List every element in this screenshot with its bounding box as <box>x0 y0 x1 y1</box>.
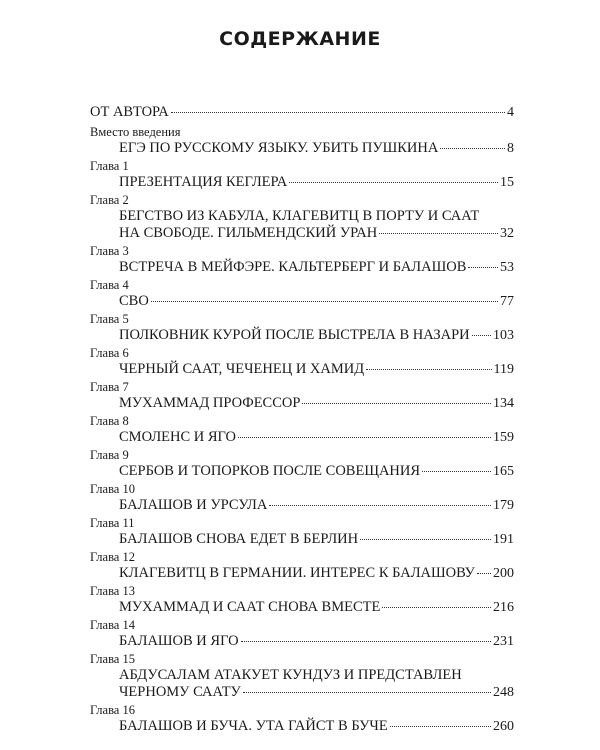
page-number: 4 <box>507 105 514 120</box>
chapter-title: ПРЕЗЕНТАЦИЯ КЕГЛЕРА <box>119 174 288 190</box>
toc-entry[interactable] <box>90 516 514 548</box>
toc-title-row <box>90 565 514 582</box>
dot-leader <box>302 403 491 404</box>
page-number: 216 <box>493 600 514 615</box>
chapter-label: Глава 2 <box>90 193 129 207</box>
chapter-title: БАЛАШОВ СНОВА ЕДЕТ В БЕРЛИН <box>119 531 359 547</box>
dot-leader <box>366 369 491 370</box>
toc-title-row <box>90 395 514 412</box>
page-number: 77 <box>500 294 514 309</box>
chapter-title: КЛАГЕВИТЦ В ГЕРМАНИИ. ИНТЕРЕС К БАЛАШОВУ <box>119 565 475 581</box>
chapter-title: МУХАММАД И СААТ СНОВА ВМЕСТЕ <box>119 599 381 615</box>
toc-title-row <box>90 684 514 701</box>
toc-entry[interactable] <box>90 159 514 191</box>
dot-leader <box>382 607 491 608</box>
dot-leader <box>440 148 505 149</box>
toc-entry[interactable] <box>90 652 514 701</box>
chapter-label: Глава 12 <box>90 550 135 564</box>
chapter-title: СЕРБОВ И ТОПОРКОВ ПОСЛЕ СОВЕЩАНИЯ <box>119 463 421 479</box>
dot-leader <box>243 692 491 693</box>
toc-entry[interactable] <box>90 703 514 735</box>
dot-leader <box>390 726 491 727</box>
page-number: 165 <box>493 464 514 479</box>
chapter-title: ВСТРЕЧА В МЕЙФЭРЕ. КАЛЬТЕРБЕРГ И БАЛАШОВ <box>119 259 467 275</box>
toc-title-row <box>90 104 514 121</box>
toc-title-row <box>90 531 514 548</box>
page-title: СОДЕРЖАНИЕ <box>219 28 381 50</box>
toc-title-row <box>90 140 514 157</box>
page-number: 231 <box>493 634 514 649</box>
toc-title-row <box>90 599 514 616</box>
toc-title-row <box>90 718 514 735</box>
chapter-title: СВО <box>119 293 149 309</box>
page-number: 260 <box>493 719 514 734</box>
toc-entry[interactable] <box>90 482 514 514</box>
toc-title-row <box>90 259 514 276</box>
dot-leader <box>477 573 491 574</box>
toc-entry[interactable] <box>90 312 514 344</box>
chapter-label: Глава 4 <box>90 278 129 292</box>
page-number: 179 <box>493 498 514 513</box>
toc-entry[interactable] <box>90 414 514 446</box>
chapter-title: ЧЕРНЫЙ СААТ, ЧЕЧЕНЕЦ И ХАМИД <box>119 361 365 377</box>
toc-title-line: АБДУСАЛАМ АТАКУЕТ КУНДУЗ И ПРЕДСТАВЛЕН <box>119 667 462 683</box>
page-number: 191 <box>493 532 514 547</box>
chapter-label: Глава 3 <box>90 244 129 258</box>
chapter-label: Глава 9 <box>90 448 129 462</box>
dot-leader <box>472 335 491 336</box>
dot-leader <box>422 471 491 472</box>
chapter-title: СМОЛЕНС И ЯГО <box>119 429 237 445</box>
toc-entry[interactable] <box>90 550 514 582</box>
dot-leader <box>269 505 491 506</box>
toc-entry[interactable] <box>90 584 514 616</box>
chapter-label: Вместо введения <box>90 125 181 139</box>
chapter-label: Глава 7 <box>90 380 129 394</box>
chapter-label: Глава 11 <box>90 516 135 530</box>
chapter-label: Глава 8 <box>90 414 129 428</box>
chapter-title: ОТ АВТОРА <box>90 104 169 120</box>
chapter-title: БАЛАШОВ И ЯГО <box>119 633 239 649</box>
toc-entry[interactable] <box>90 380 514 412</box>
dot-leader <box>379 233 498 234</box>
chapter-title: ЕГЭ ПО РУССКОМУ ЯЗЫКУ. УБИТЬ ПУШКИНА <box>119 140 439 156</box>
page-number: 200 <box>493 566 514 581</box>
chapter-label: Глава 6 <box>90 346 129 360</box>
chapter-label: Глава 10 <box>90 482 135 496</box>
chapter-label: Глава 1 <box>90 159 129 173</box>
toc-entry[interactable] <box>90 104 514 121</box>
page-number: 134 <box>493 396 514 411</box>
page-number: 119 <box>493 362 514 377</box>
toc-title-line: БЕГСТВО ИЗ КАБУЛА, КЛАГЕВИТЦ В ПОРТУ И СААТ <box>119 208 480 224</box>
chapter-label: Глава 13 <box>90 584 135 598</box>
toc-title-row <box>90 463 514 480</box>
toc-title-row <box>90 293 514 310</box>
chapter-label: Глава 15 <box>90 652 135 666</box>
dot-leader <box>151 301 498 302</box>
dot-leader <box>238 437 491 438</box>
toc-entry[interactable] <box>90 244 514 276</box>
chapter-label: Глава 5 <box>90 312 129 326</box>
toc-title-row <box>90 225 514 242</box>
page-number: 53 <box>500 260 514 275</box>
toc-title-row <box>90 429 514 446</box>
dot-leader <box>171 112 505 113</box>
chapter-title: БАЛАШОВ И УРСУЛА <box>119 497 268 513</box>
chapter-title: БАЛАШОВ И БУЧА. УТА ГАЙСТ В БУЧЕ <box>119 718 388 734</box>
chapter-title: МУХАММАД ПРОФЕССОР <box>119 395 301 411</box>
toc-title-row <box>90 361 514 378</box>
dot-leader <box>468 267 498 268</box>
page-number: 8 <box>507 141 514 156</box>
toc-entry[interactable] <box>90 618 514 650</box>
dot-leader <box>241 641 491 642</box>
page-number: 103 <box>493 328 514 343</box>
page-number: 15 <box>500 175 514 190</box>
toc-entry[interactable] <box>90 346 514 378</box>
chapter-title: НА СВОБОДЕ. ГИЛЬМЕНДСКИЙ УРАН <box>119 225 378 241</box>
toc-entry[interactable] <box>90 193 514 242</box>
toc-title-row <box>90 174 514 191</box>
chapter-title: ЧЕРНОМУ СААТУ <box>119 684 241 700</box>
toc-entry[interactable] <box>90 448 514 480</box>
dot-leader <box>360 539 491 540</box>
toc-title-row <box>90 633 514 650</box>
toc-entry[interactable] <box>90 125 514 157</box>
page-number: 248 <box>493 685 514 700</box>
table-of-contents <box>90 104 514 735</box>
toc-title-row <box>90 497 514 514</box>
dot-leader <box>289 182 498 183</box>
page-number: 32 <box>500 226 514 241</box>
chapter-label: Глава 14 <box>90 618 135 632</box>
chapter-label: Глава 16 <box>90 703 135 717</box>
page-number: 159 <box>493 430 514 445</box>
chapter-title: ПОЛКОВНИК КУРОЙ ПОСЛЕ ВЫСТРЕЛА В НАЗАРИ <box>119 327 470 343</box>
toc-title-row <box>90 327 514 344</box>
toc-entry[interactable] <box>90 278 514 310</box>
